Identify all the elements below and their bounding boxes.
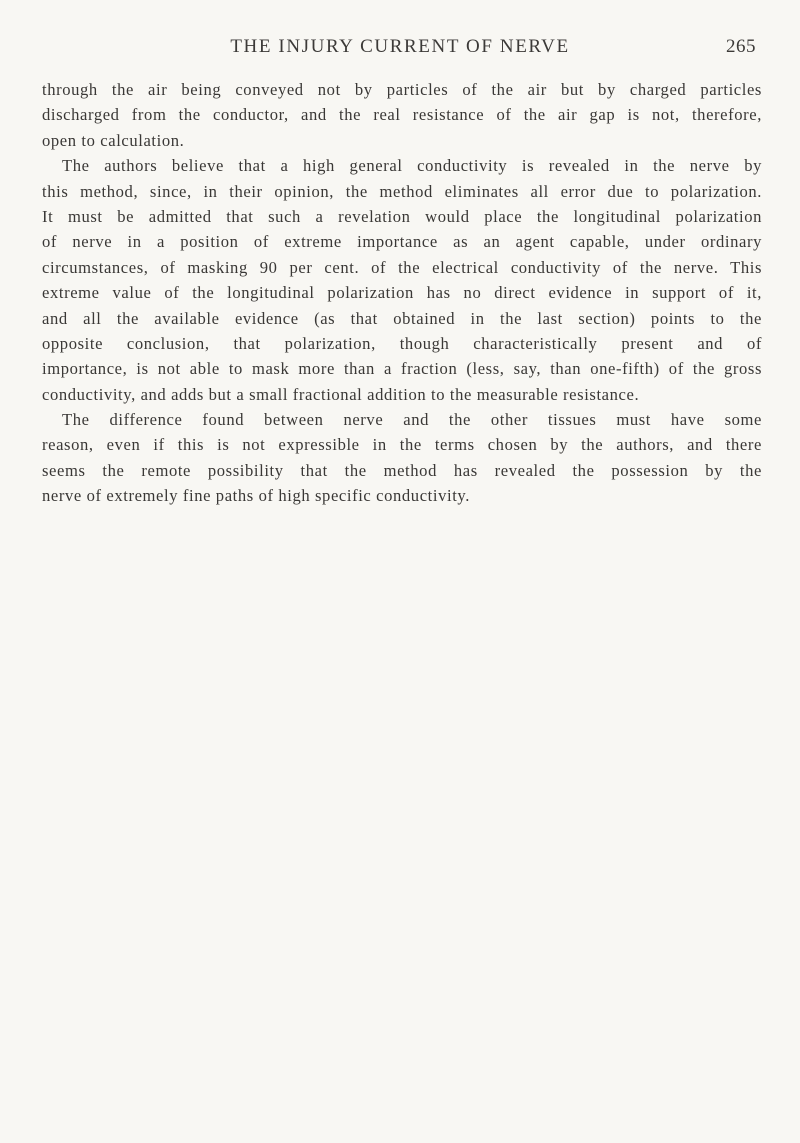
text-line: It must be admitted that such a revelation would place the longitudinal polarization xyxy=(42,206,762,226)
paragraph xyxy=(42,77,762,153)
text-line: discharged from the conductor, and the real resistance of the air gap is not, therefore, xyxy=(42,105,762,125)
text-line: conductivity, and adds but a small fractional addition to the measurable resistance. xyxy=(42,384,640,404)
text-line: of nerve in a position of extreme importance as an agent capable, under ordinary xyxy=(42,232,762,252)
text-line: open to calculation. xyxy=(42,130,185,150)
text-line: through the air being conveyed not by particles of the air but by charged particles xyxy=(42,80,762,99)
text-line: The authors believe that a high general conductivity is revealed in the nerve by xyxy=(62,156,762,176)
text-line: extreme value of the longitudinal polarization has no direct evidence in support of it, xyxy=(42,283,762,303)
text-line: opposite conclusion, that polarization, though characteristically present and of xyxy=(42,333,762,353)
body-text xyxy=(42,77,762,509)
paragraph xyxy=(42,407,762,509)
running-title: THE INJURY CURRENT OF NERVE xyxy=(230,36,570,57)
text-line: circumstances, of masking 90 per cent. of the electrical conductivity of the nerve. This xyxy=(42,257,762,277)
text-line: seems the remote possibility that the method has revealed the possession by the xyxy=(42,460,762,480)
text-line: importance, is not able to mask more than a fraction (less, say, than one-fifth) of the gross xyxy=(42,359,762,379)
text-line: this method, since, in their opinion, the method eliminates all error due to polarization. xyxy=(42,181,762,201)
text-line: nerve of extremely fine paths of high specific conductivity. xyxy=(42,486,470,506)
text-line: The difference found between nerve and the other tissues must have some xyxy=(62,410,762,430)
paragraph xyxy=(42,153,762,407)
running-head xyxy=(40,36,760,62)
text-line: reason, even if this is not expressible in the terms chosen by the authors, and there xyxy=(42,435,762,455)
text-line: and all the available evidence (as that obtained in the last section) points to the xyxy=(42,308,762,328)
page-number: 265 xyxy=(726,36,756,57)
